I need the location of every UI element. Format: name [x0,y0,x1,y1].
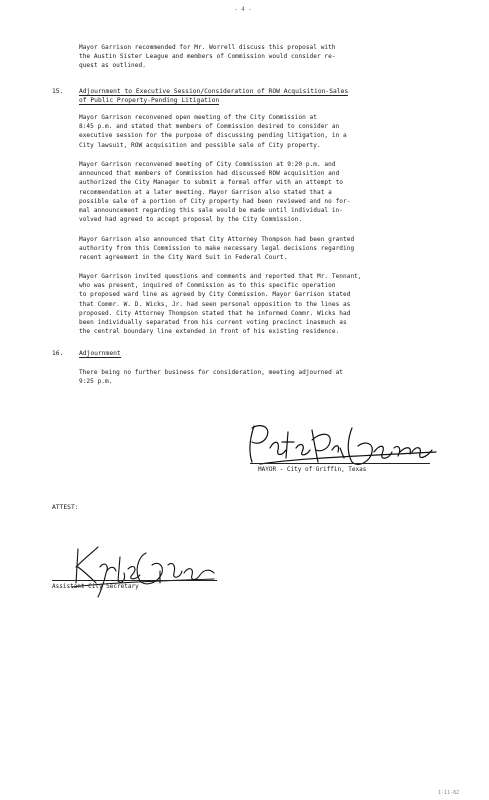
mayor-signature-caption: MAYOR - City of Griffin, Texas [258,466,367,473]
item-15-number: 15. [52,88,64,95]
attest-signature-caption: Assistant City Secretary [52,583,139,590]
item-16-heading: Adjournment [79,350,121,357]
item-15-heading-line1: Adjournment to Executive Session/Consideration of ROW Acquisition-Sales [79,88,349,95]
item-15-paragraph-4: Mayor Garrison invited questions and comments and reported that Mr. Tennant, who was present, inquired of Commission as to this specific operation to proposed ward line as agreed by City Commission. Mayor Garrison stated that Commr. W. D. Wicks, Jr. had seen personal opposition to the lines as proposed. City Attorney Thompson stated that he informed Commr. Wicks had been individually separated from his current voting precinct inasmuch as the central boundary line extended in front of his existing residence. [79,273,362,336]
intro-paragraph: Mayor Garrison recommended for Mr. Worrell discuss this proposal with the Austin Sister League and members of Commission would consider re- quest as outlined. [79,44,336,70]
item-16-paragraph: There being no further business for consideration, meeting adjourned at 9:25 p.m. [79,369,344,386]
corner-mark: 1-11-82 [438,790,460,796]
page-number: - 4 - [234,6,253,13]
item-15-paragraph-2: Mayor Garrison reconvened meeting of City Commission at 9:20 p.m. and announced that members of Commission had discussed ROW acquisition and authorized the City Manager to submit a formal offer with an attempt to recommendation at a later meeting. Mayor Garrison also stated that a possible sale of a portion of City property had been reviewed and no for- mal announcement regarding this sale would be made until individual in- volved had agreed to accept proposal by the City Commission. [79,161,351,224]
attest-signature-line [52,580,217,581]
mayor-signature-line [250,463,430,464]
item-15-paragraph-1: Mayor Garrison reconvened open meeting of the City Commission at 8:45 p.m. and stated that members of Commission desired to consider an executive session for the purpose of discussing pending litigation, in a City lawsuit, ROW acquisition and possible sale of City property. [79,114,347,149]
item-15-paragraph-3: Mayor Garrison also announced that City Attorney Thompson had been granted authority from this Commission to make necessary legal decisions regarding recent agreement in the City Ward Suit in Federal Court. [79,236,355,262]
item-15-heading-line2: of Public Property-Pending Litigation [79,97,220,104]
attest-label: ATTEST: [52,504,79,511]
item-16-number: 16. [52,350,64,357]
mayor-signature-image [240,418,440,473]
attest-signature-image [64,543,224,601]
